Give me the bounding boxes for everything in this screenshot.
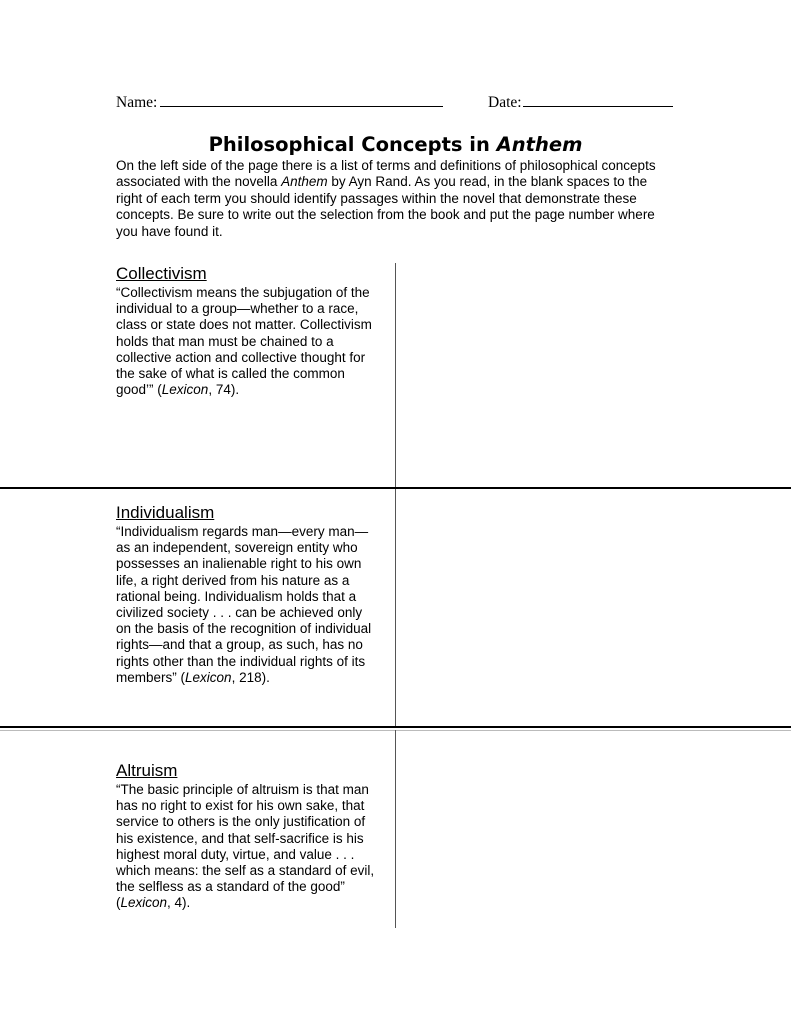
term-definition: [116, 524, 376, 686]
definition-source: Lexicon: [185, 669, 232, 685]
intro-part2: by Ayn Rand. As you read, in the blank spaces to the right of each term you should identify passages within the novel that demonstrate these concepts. Be sure to write out the selection from the book and put the page number where you have found it.: [116, 174, 655, 239]
date-label: Date:: [488, 94, 522, 111]
term-altruism: [116, 761, 376, 912]
date-field[interactable]: [488, 92, 673, 112]
intro-part1: On the left side of the page there is a list of terms and definitions of philosophical concepts associated with the novella: [116, 158, 656, 190]
definition-page: , 74).: [208, 382, 240, 398]
name-field[interactable]: [116, 92, 443, 112]
term-collectivism: [116, 264, 376, 398]
definition-quote: “The basic principle of altruism is that man has no right to exist for his own sake, that service to others is the only justification of his existence, and that self-sacrifice is his highest moral duty, virtue, and value . . . which means: the self as a standard of evil, the selfless as a standard of the good” (: [116, 782, 375, 911]
term-name: Collectivism: [116, 264, 207, 283]
definition-page: , 4).: [167, 895, 191, 911]
term-name: Individualism: [116, 503, 215, 522]
title-main: Philosophical Concepts in: [208, 133, 497, 156]
term-name: Altruism: [116, 761, 178, 780]
answer-space-individualism[interactable]: [397, 489, 791, 726]
definition-quote: “Collectivism means the subjugation of the individual to a group—whether to a race, class or state does not matter. Collectivism holds that man must be chained to a collective action and collective thought for the sake of what is called the common good’” (: [116, 285, 372, 398]
definition-page: , 218).: [231, 669, 270, 685]
definition-quote: “Individualism regards man—every man—as an independent, sovereign entity who possesses an inalienable right to his own life, a right derived from his nature as a rational being. Individualism holds that a civilized society . . . can be achieved only on the basis of the recognition of individual rights—and that a group, as such, has no rights other than the individual rights of its members” (: [116, 524, 372, 685]
header-fields: [116, 92, 676, 112]
column-divider-3: [395, 730, 396, 928]
intro-book: Anthem: [281, 174, 328, 190]
page-title: [0, 133, 791, 156]
term-individualism: [116, 503, 376, 686]
term-definition: [116, 285, 376, 398]
instructions-paragraph: [116, 158, 661, 240]
column-divider-2: [395, 489, 396, 727]
title-book: Anthem: [496, 133, 583, 156]
term-definition: [116, 782, 376, 912]
answer-space-collectivism[interactable]: [397, 263, 791, 487]
date-blank-line[interactable]: [523, 92, 673, 107]
column-divider-1: [395, 263, 396, 488]
name-blank-line[interactable]: [160, 92, 443, 107]
name-label: Name:: [116, 94, 158, 111]
definition-source: Lexicon: [120, 895, 168, 911]
row-divider-2: [0, 726, 791, 728]
answer-space-altruism[interactable]: [397, 731, 791, 928]
definition-source: Lexicon: [161, 382, 209, 398]
